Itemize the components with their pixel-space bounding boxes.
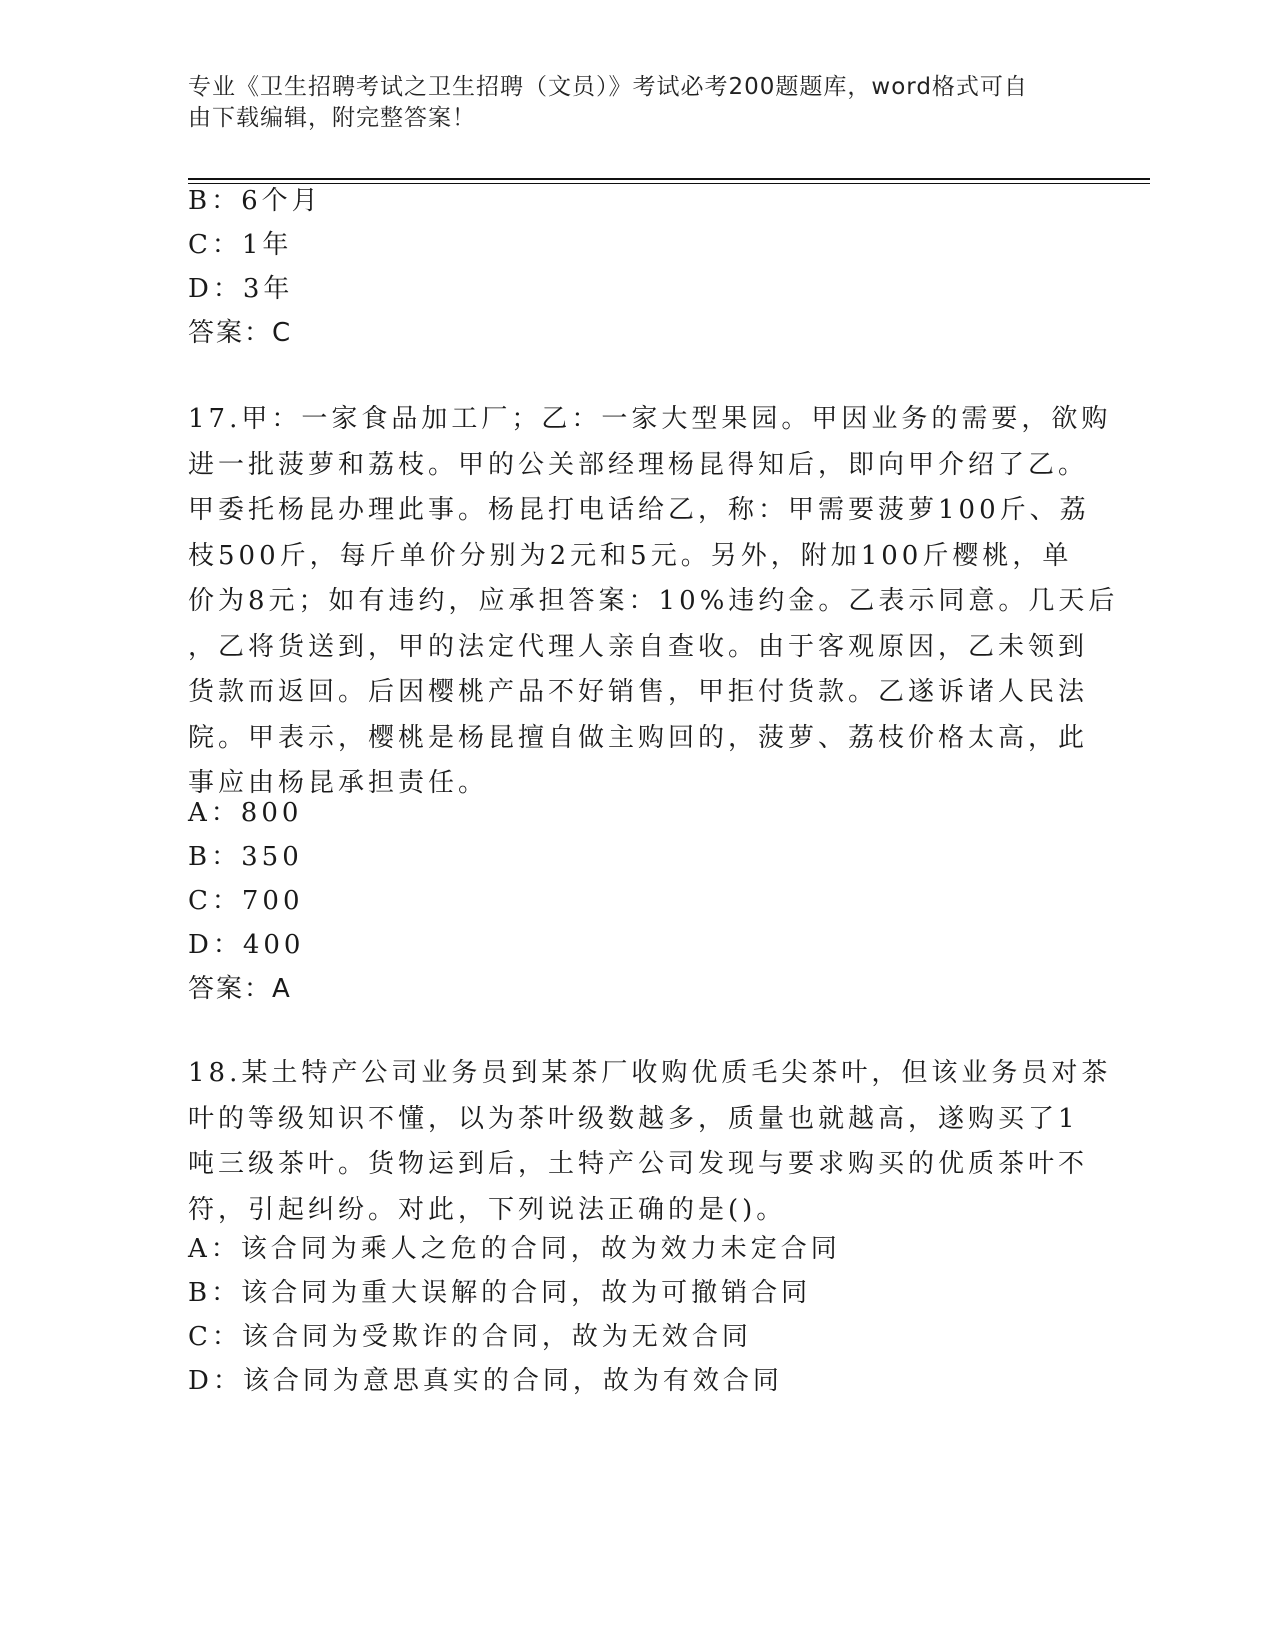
question-18-text — [188, 1051, 1112, 1233]
q17-line: 进一批菠萝和荔枝。甲的公关部经理杨昆得知后，即向甲介绍了乙。 — [188, 449, 1089, 480]
q17-line: 甲委托杨昆办理此事。杨昆打电话给乙，称：甲需要菠萝100斤、荔 — [188, 495, 1090, 525]
q17-option-d: D：400 — [188, 930, 305, 960]
prev-option-d: D：3年 — [188, 274, 294, 304]
q17-line: 货款而返回。后因樱桃产品不好销售，甲拒付货款。乙遂诉诸人民法 — [188, 677, 1089, 707]
prev-answer: 答案：C — [188, 318, 293, 348]
q17-option-c: C：700 — [188, 886, 304, 916]
q18-line: 吨三级茶叶。货物运到后，土特产公司发现与要求购买的优质茶叶不 — [188, 1149, 1089, 1179]
q17-line: ，乙将货送到，甲的法定代理人亲自查收。由于客观原因，乙未领到 — [188, 631, 1089, 662]
q18-line: 叶的等级知识不懂，以为茶叶级数越多，质量也就越高，遂购买了1 — [188, 1103, 1079, 1134]
q18-option-c: C：该合同为受欺诈的合同，故为无效合同 — [188, 1322, 752, 1352]
q18-option-d: D：该合同为意思真实的合同，故为有效合同 — [188, 1366, 783, 1396]
header-line-2: 由下载编辑，附完整答案！ — [188, 105, 476, 131]
q18-option-b: B：该合同为重大误解的合同，故为可撤销合同 — [188, 1278, 812, 1308]
prev-option-b: B：6个月 — [188, 186, 322, 216]
q17-line: 价为8元；如有违约，应承担答案：10%违约金。乙表示同意。几天后 — [188, 586, 1119, 616]
q17-line: 17.甲：一家食品加工厂；乙：一家大型果园。甲因业务的需要，欲购 — [188, 404, 1112, 434]
q17-option-b: B：350 — [188, 842, 303, 872]
q17-option-a: A：800 — [188, 798, 303, 828]
header-line-1: 专业《卫生招聘考试之卫生招聘（文员）》考试必考200题题库，word格式可自 — [188, 74, 1028, 100]
q17-answer: 答案：A — [188, 974, 292, 1004]
q17-line: 事应由杨昆承担责任。 — [188, 768, 489, 798]
q18-option-a: A：该合同为乘人之危的合同，故为效力未定合同 — [188, 1234, 841, 1264]
document-header — [188, 72, 1068, 134]
q18-line: 符，引起纠纷。对此，下列说法正确的是()。 — [188, 1194, 787, 1225]
header-divider-thick — [188, 178, 1150, 180]
prev-option-c: C：1年 — [188, 230, 293, 260]
q17-line: 枝500斤，每斤单价分别为2元和5元。另外，附加100斤樱桃，单 — [188, 540, 1073, 571]
q18-line: 18.某土特产公司业务员到某茶厂收购优质毛尖茶叶，但该业务员对茶 — [188, 1058, 1112, 1088]
q17-line: 院。甲表示，樱桃是杨昆擅自做主购回的，菠萝、荔枝价格太高，此 — [188, 722, 1089, 753]
header-divider-thin — [188, 183, 1150, 184]
question-17-text — [188, 397, 1119, 807]
